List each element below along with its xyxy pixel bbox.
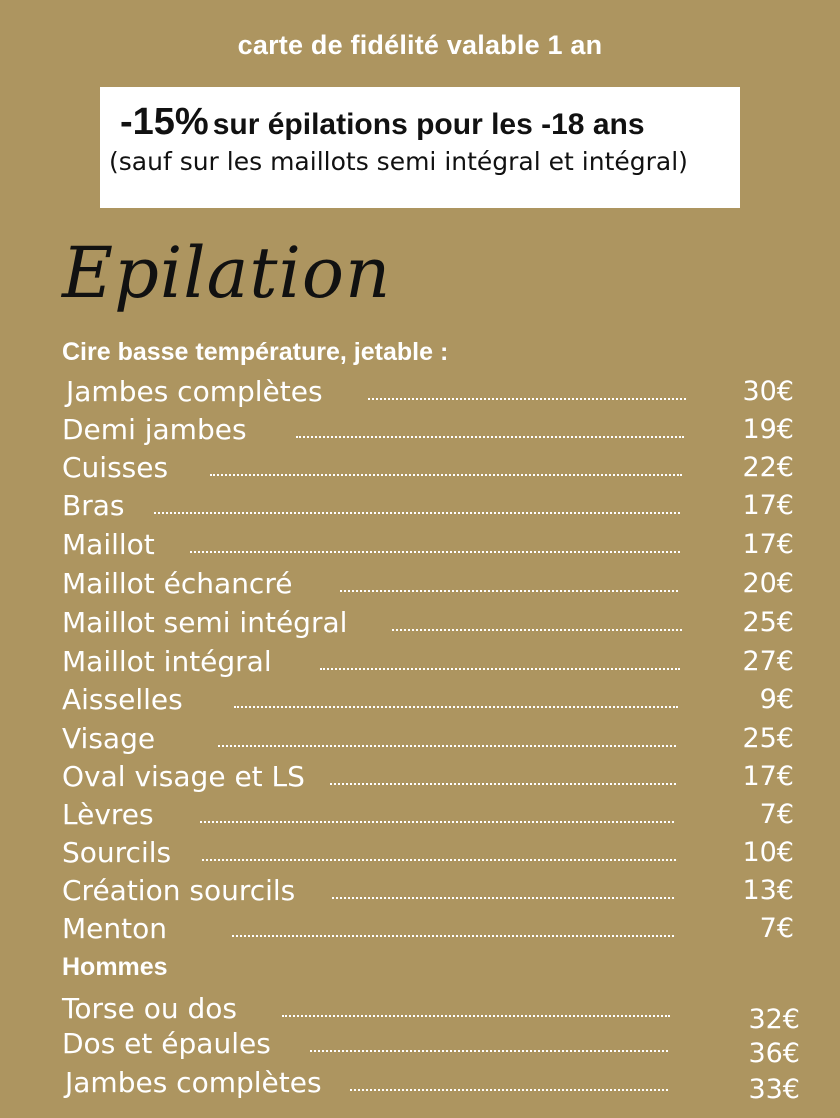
service-price: 25€	[742, 723, 794, 754]
service-price: 13€	[742, 875, 794, 906]
dot-leader	[200, 821, 674, 823]
price-row	[62, 451, 802, 489]
service-price: 9€	[759, 684, 794, 715]
dot-leader	[210, 474, 682, 476]
service-name: Maillot	[62, 528, 155, 561]
service-name: Oval visage et LS	[62, 760, 305, 793]
service-price: 36€	[748, 1038, 800, 1069]
service-name: Aisselles	[62, 683, 183, 716]
service-name: Jambes complètes	[66, 375, 323, 408]
service-price: 33€	[748, 1074, 800, 1105]
service-price: 17€	[742, 490, 794, 521]
service-price: 32€	[748, 1004, 800, 1035]
dot-leader	[232, 935, 674, 937]
price-row	[62, 413, 802, 451]
service-name: Cuisses	[62, 451, 169, 484]
service-price: 7€	[759, 799, 794, 830]
price-row	[62, 874, 802, 912]
price-row	[62, 645, 802, 683]
women-heading: Cire basse température, jetable :	[62, 338, 449, 366]
dot-leader	[202, 859, 676, 861]
service-price: 19€	[742, 414, 794, 445]
service-name: Torse ou dos	[62, 992, 237, 1025]
service-price: 25€	[742, 607, 794, 638]
price-row	[62, 567, 802, 605]
service-price: 30€	[742, 376, 794, 407]
men-heading: Hommes	[62, 953, 168, 981]
dot-leader	[190, 551, 680, 553]
dot-leader	[310, 1050, 668, 1052]
price-row	[62, 912, 802, 950]
service-name: Bras	[62, 489, 125, 522]
promo-note: (sauf sur les maillots semi intégral et intégral)	[109, 147, 688, 176]
price-row	[62, 798, 802, 836]
dot-leader	[332, 897, 674, 899]
service-name: Visage	[62, 722, 156, 755]
service-name: Menton	[62, 912, 167, 945]
dot-leader	[330, 783, 676, 785]
dot-leader	[234, 706, 678, 708]
service-price: 7€	[759, 913, 794, 944]
service-price: 17€	[742, 529, 794, 560]
price-row	[62, 836, 802, 874]
dot-leader	[282, 1015, 670, 1017]
price-row	[62, 375, 802, 413]
price-row	[62, 760, 802, 798]
service-name: Création sourcils	[62, 874, 296, 907]
service-price: 17€	[742, 761, 794, 792]
service-name: Maillot semi intégral	[62, 606, 348, 639]
loyalty-card-text: carte de fidélité valable 1 an	[237, 30, 603, 60]
promo-text: sur épilations pour les -18 ans	[212, 108, 645, 141]
section-title: Epilation	[62, 232, 392, 314]
service-price: 10€	[742, 837, 794, 868]
dot-leader	[340, 590, 678, 592]
service-name: Sourcils	[62, 836, 172, 869]
dot-leader	[392, 629, 682, 631]
dot-leader	[154, 512, 680, 514]
service-name: Dos et épaules	[62, 1027, 271, 1060]
dot-leader	[218, 745, 676, 747]
service-name: Lèvres	[62, 798, 154, 831]
price-row	[62, 528, 802, 566]
service-name: Maillot échancré	[62, 567, 293, 600]
service-price: 20€	[742, 568, 794, 599]
price-row	[62, 606, 802, 644]
service-price: 27€	[742, 646, 794, 677]
price-row	[62, 1027, 802, 1069]
price-row	[62, 489, 802, 527]
price-row	[62, 1066, 802, 1108]
promo-headline	[120, 101, 645, 144]
service-price: 22€	[742, 452, 794, 483]
service-name: Jambes complètes	[65, 1066, 322, 1099]
dot-leader	[368, 398, 686, 400]
service-name: Maillot intégral	[62, 645, 272, 678]
dot-leader	[350, 1089, 668, 1091]
price-row	[62, 683, 802, 721]
dot-leader	[296, 436, 684, 438]
promo-box	[100, 87, 740, 208]
dot-leader	[320, 668, 680, 670]
service-name: Demi jambes	[62, 413, 247, 446]
price-row	[62, 722, 802, 760]
promo-percent: -15%	[120, 101, 209, 143]
